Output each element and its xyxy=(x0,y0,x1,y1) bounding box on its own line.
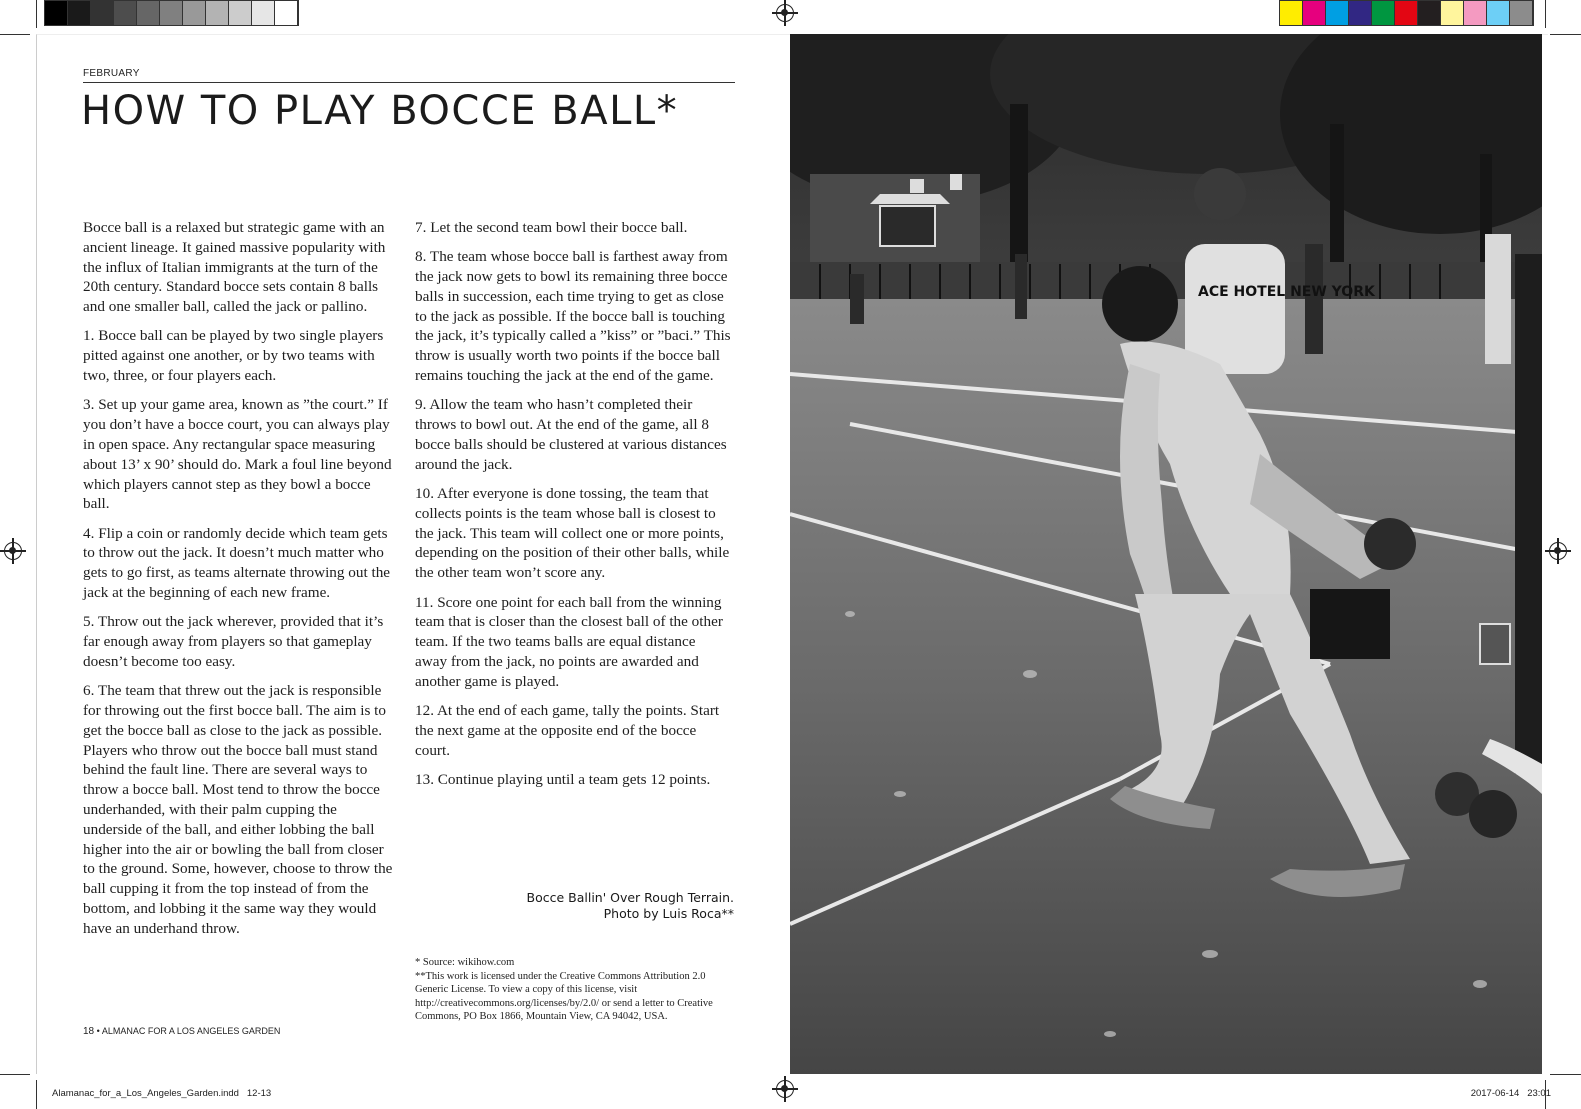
shirt-print: ACE HOTEL NEW YORK xyxy=(1198,284,1375,300)
bocce-case xyxy=(1310,589,1390,659)
gray-swatch xyxy=(275,1,298,25)
gray-calibration-swatches xyxy=(44,0,299,26)
bocce-ball-in-hand xyxy=(1364,518,1416,570)
step-paragraph: 8. The team whose bocce ball is farthest away from the jack now gets to bowl its remaining three bocce balls in succession, each time trying to get as close to the jack as possible. If the bocce ball is touching the jack, it’s typically called a ”kiss” or ”baci.” This throw is usually worth two points if the bocce ball remains touching the jack at the end of the game. xyxy=(415,248,731,385)
step-paragraph: 4. Flip a coin or randomly decide which team gets to throw out the jack. It doesn’t much matter who gets to go first, as teams alternate throwing out the jack at the beginning of each new frame. xyxy=(83,524,391,602)
intro-paragraph: Bocce ball is a relaxed but strategic game with an ancient lineage. It gained massive popularity with the influx of Italian immigrants at the turn of the 20th century. Standard bocce sets contain 8 balls and one smaller ball, called the jack or pallino. xyxy=(83,219,386,316)
gray-swatch xyxy=(252,1,275,25)
step-paragraph: 3. Set up your game area, known as ”the court.” If you don’t have a bocce court, you can always play in open space. Any rectangular space measuring about 13’ x 90’ should do. Mark a foul line beyond which players cannot step as they bowl a bocce ball. xyxy=(83,396,392,513)
edge-figure xyxy=(1515,254,1542,774)
step-paragraph: 6. The team that threw out the jack is responsible for throwing out the first bocce ball. The aim is to get the bocce ball as close to the jack as possible. Players who throw out the bocce ball must stand behind the fault line. There are several ways to throw a bocce ball. Most tend to throw the bocce underhanded, with their palm cupping the underside of the ball, and either lobbing the ball higher into the air or bowling the ball from closer to the ground. Some, however, choose to throw the ball cupping it from the top instead of from the bottom, and lobbing it the same way they would have an underhand throw. xyxy=(83,682,393,937)
color-swatch xyxy=(1418,1,1441,25)
caption-credit: Photo by Luis Roca** xyxy=(603,906,734,921)
crop-mark xyxy=(0,34,30,35)
body-column-right xyxy=(415,218,731,799)
gray-swatch xyxy=(160,1,183,25)
gray-swatch xyxy=(137,1,160,25)
gray-swatch xyxy=(91,1,114,25)
color-calibration-swatches xyxy=(1279,0,1534,26)
registration-mark-left xyxy=(4,542,22,560)
footnote-license: **This work is licensed under the Creative Commons Attribution 2.0 Generic License. To view a copy of this license, visit http://creativecommons.org/licenses/by/2.0/ or send a letter to Creative Commons, PO Box 1866, Mountain View, CA 94042, USA. xyxy=(415,970,713,1022)
step-paragraph: 1. Bocce ball can be played by two single players pitted against one another, or by two teams with two, three, or four players each. xyxy=(83,327,384,385)
slug-datetime: 2017-06-14 23:01 xyxy=(1470,1088,1551,1099)
caption-line: Bocce Ballin' Over Rough Terrain. xyxy=(526,890,734,905)
step-paragraph: 5. Throw out the jack wherever, provided that it’s far enough away from players so that gameplay doesn’t become too easy. xyxy=(83,613,384,670)
bocce-ball xyxy=(1469,790,1517,838)
registration-mark-bottom xyxy=(776,1080,794,1098)
color-swatch xyxy=(1280,1,1303,25)
crop-mark xyxy=(1550,1074,1581,1075)
crop-mark xyxy=(0,1074,30,1075)
crop-mark xyxy=(36,1080,37,1109)
footnote-source: * Source: wikihow.com xyxy=(415,957,515,968)
crop-mark xyxy=(36,0,37,28)
color-swatch xyxy=(1372,1,1395,25)
drink-cup xyxy=(1480,624,1510,664)
publication-name: ALMANAC FOR A LOS ANGELES GARDEN xyxy=(101,1026,281,1036)
bocce-photo xyxy=(790,34,1542,1074)
page-title: HOW TO PLAY BOCCE BALL* xyxy=(81,88,679,134)
window xyxy=(950,174,962,190)
color-swatch xyxy=(1326,1,1349,25)
step-paragraph: 9. Allow the team who hasn’t completed their throws to bowl out. At the end of the game, all 8 bocce balls should be clustered at various distances around the jack. xyxy=(415,396,727,473)
header-rule xyxy=(83,82,735,83)
crop-mark xyxy=(1545,0,1546,28)
crop-mark xyxy=(1550,34,1581,35)
photo-caption xyxy=(415,890,734,922)
color-swatch xyxy=(1510,1,1533,25)
footnotes xyxy=(415,956,735,1024)
color-swatch xyxy=(1487,1,1510,25)
registration-mark-right xyxy=(1549,542,1567,560)
gray-swatch xyxy=(183,1,206,25)
gazebo-roof xyxy=(870,194,950,204)
window xyxy=(910,179,924,193)
page-number: 18 xyxy=(83,1026,95,1037)
folio xyxy=(83,1026,280,1037)
registration-mark-top xyxy=(776,4,794,22)
gray-swatch xyxy=(206,1,229,25)
color-swatch xyxy=(1441,1,1464,25)
color-swatch xyxy=(1349,1,1372,25)
slug-filename: Alamanac_for_a_Los_Angeles_Garden.indd 12-13 xyxy=(52,1088,272,1099)
section-label: FEBRUARY xyxy=(83,68,140,79)
color-swatch xyxy=(1464,1,1487,25)
color-swatch xyxy=(1303,1,1326,25)
color-swatch xyxy=(1395,1,1418,25)
gazebo xyxy=(880,206,935,246)
folio-bullet: • xyxy=(96,1026,100,1036)
gray-swatch xyxy=(114,1,137,25)
gray-swatch xyxy=(229,1,252,25)
gray-swatch xyxy=(68,1,91,25)
step-paragraph: 7. Let the second team bowl their bocce ball. xyxy=(415,219,688,236)
gray-swatch xyxy=(45,1,68,25)
step-paragraph: 11. Score one point for each ball from the winning team that is closer than the closest ball of the other team. If the two teams balls are equal distance away from the jack, no points are awarded and another game is played. xyxy=(415,593,723,690)
step-paragraph: 13. Continue playing until a team gets 12 points. xyxy=(415,770,711,788)
body-column-left xyxy=(83,218,399,948)
step-paragraph: 12. At the end of each game, tally the points. Start the next game at the opposite end of the bocce court. xyxy=(415,702,720,759)
step-paragraph: 10. After everyone is done tossing, the team that collects points is the team whose ball is closest to the jack. This team will collect one or more points, depending on the position of their other balls, while the other team won’t score any. xyxy=(415,485,730,582)
